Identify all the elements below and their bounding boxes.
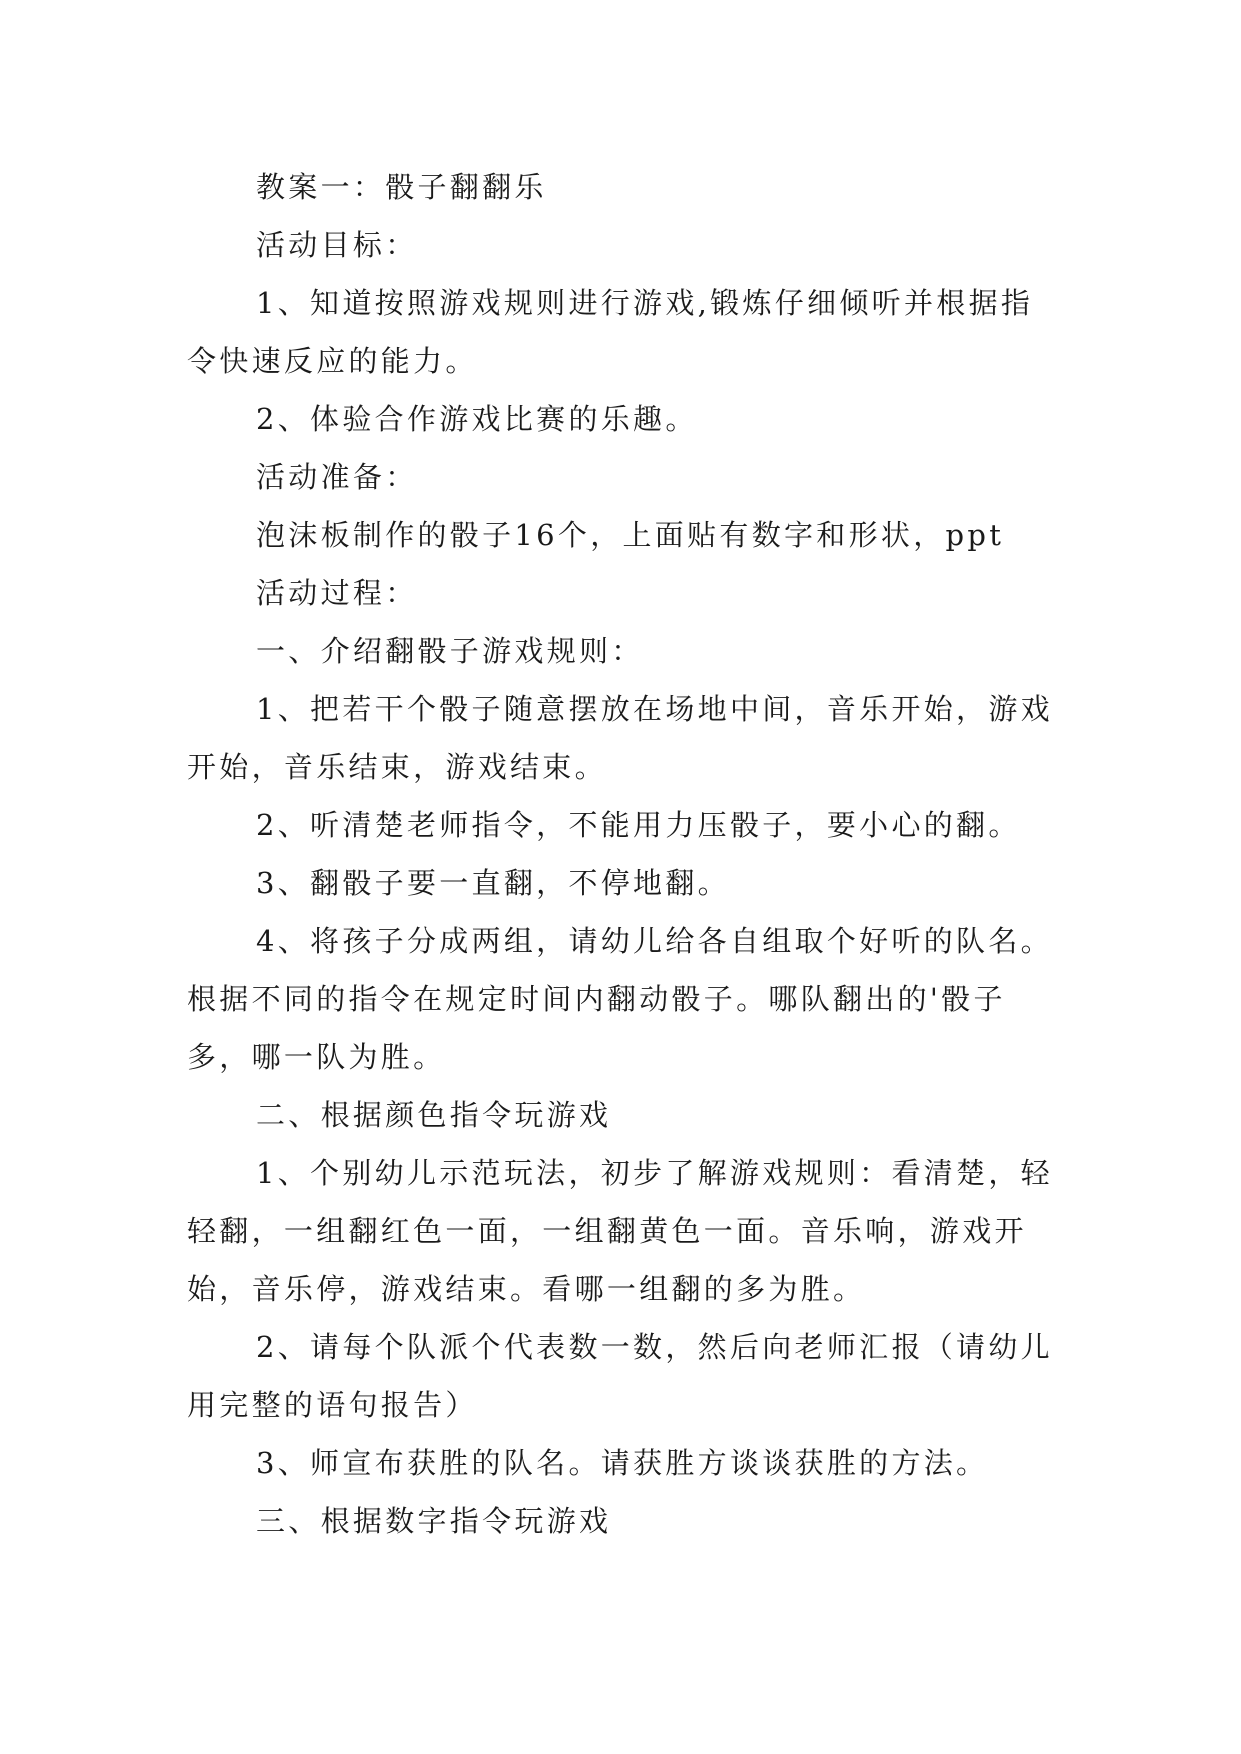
- process-step-3-heading: 三、根据数字指令玩游戏: [256, 1504, 612, 1538]
- process-step-2-heading: 二、根据颜色指令玩游戏: [256, 1098, 612, 1132]
- goal-item-2: 2、体验合作游戏比赛的乐趣。: [256, 402, 698, 436]
- section-heading-preparation: 活动准备：: [256, 460, 418, 494]
- process-step-1-heading: 一、介绍翻骰子游戏规则：: [256, 634, 644, 668]
- rule-item-2: 2、听清楚老师指令，不能用力压骰子，要小心的翻。: [256, 808, 1021, 842]
- document-body: [187, 158, 1057, 1550]
- section-heading-process: 活动过程：: [256, 576, 418, 610]
- color-game-item-3: 3、师宣布获胜的队名。请获胜方谈谈获胜的方法。: [256, 1446, 989, 1480]
- color-game-item-1: 1、个别幼儿示范玩法，初步了解游戏规则：看清楚，轻轻翻，一组翻红色一面，一组翻黄色一面。音乐响，游戏开始，音乐停，游戏结束。看哪一组翻的多为胜。: [187, 1156, 1053, 1306]
- rule-item-3: 3、翻骰子要一直翻，不停地翻。: [256, 866, 730, 900]
- section-heading-goals: 活动目标：: [256, 228, 418, 262]
- rule-item-4: 4、将孩子分成两组，请幼儿给各自组取个好听的队名。根据不同的指令在规定时间内翻动骰子。哪队翻出的'骰子多，哪一队为胜。: [187, 924, 1053, 1074]
- goal-item-1: 1、知道按照游戏规则进行游戏,锻炼仔细倾听并根据指令快速反应的能力。: [187, 286, 1034, 378]
- preparation-text: 泡沫板制作的骰子16个，上面贴有数字和形状，ppt: [256, 518, 1005, 552]
- color-game-item-2: 2、请每个队派个代表数一数，然后向老师汇报（请幼儿用完整的语句报告）: [187, 1330, 1053, 1422]
- rule-item-1: 1、把若干个骰子随意摆放在场地中间，音乐开始，游戏开始，音乐结束，游戏结束。: [187, 692, 1053, 784]
- lesson-title: 教案一：骰子翻翻乐: [256, 170, 547, 204]
